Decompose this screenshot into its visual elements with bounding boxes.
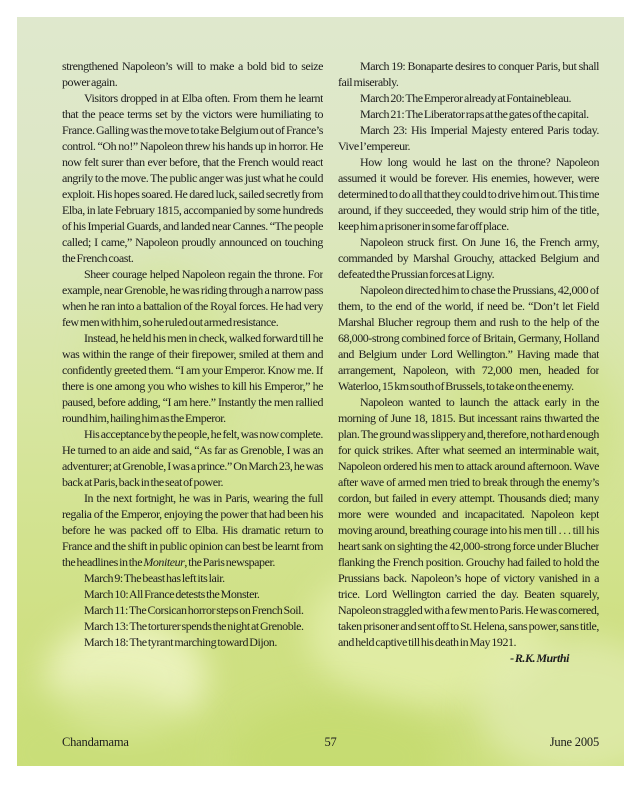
page-footer — [62, 735, 599, 750]
newspaper-name: Moniteur — [143, 555, 185, 569]
headline-entry: March 18: The tyrant marching toward Dijon. — [84, 635, 277, 649]
issue-date: June 2005 — [549, 735, 599, 749]
byline: - R.K. Murthi — [510, 651, 569, 665]
page-sheet — [17, 17, 624, 766]
headline-entry: March 11: The Corsican horror steps on French Soil. — [84, 603, 304, 617]
headline-entry: March 10: All France detests the Monster. — [84, 587, 260, 601]
page-number: 57 — [324, 735, 337, 749]
headline-entry: March 19: Bonaparte desires to conquer Paris, but shall fail miserably. — [338, 59, 599, 89]
paragraph: His acceptance by the people, he felt, was now complete. He turned to an aide and said, “As far as Grenoble, I was an adventurer; at Grenoble, I was a prince.” On March 23, he was back at Paris, back in the seat of power. — [62, 427, 323, 489]
right-column — [338, 58, 599, 734]
paragraph-text: , the Paris newspaper. — [184, 555, 275, 569]
paragraph: Napoleon wanted to launch the attack early in the morning of June 18, 1815. But incessant rains thwarted the plan. The ground was slippery and, therefore, not hard enough for quick strikes. After what seemed an interminable wait, Napoleon ordered his men to attack around afternoon. Wave after wave of armed men tried to break through the enemy’s cordon, but failed in every attempt. Thousands died; many more were wounded and incapacitated. Napoleon kept moving around, breathing courage into his men till . . . till his heart sank on sighting the 42,000-strong force under Blucher flanking the French position. Grouchy had failed to hold the Prussians back. Napoleon’s hope of victory vanished in a trice. Lord Wellington carried the day. Beaten squarely, Napoleon straggled with a few men to Paris. He was cornered, taken prisoner and sent off to St. Helena, sans power, sans title, and held captive till his death in May 1921. — [338, 395, 599, 649]
paragraph: Visitors dropped in at Elba often. From them he learnt that the peace terms set by the victors were humiliating to France. Galling was the move to take Belgium out of France’s control. “Oh no!” Napoleon threw his hands up in horror. He now felt surer than ever before, that the French would react angrily to the move. The public anger was just what he could exploit. His hopes soared. He dared luck, sailed secretly from Elba, in late February 1815, accompanied by some hundreds of his Imperial Guards, and landed near Cannes. “The people called; I came,” Napoleon proudly announced on touching the French coast. — [62, 91, 323, 265]
paragraph — [62, 490, 323, 570]
left-column — [62, 58, 323, 734]
paragraph: Napoleon struck first. On June 16, the French army, commanded by Marshal Grouchy, attacked Belgium and defeated the Prussian forces at Ligny. — [338, 235, 599, 281]
paragraph: Sheer courage helped Napoleon regain the throne. For example, near Grenoble, he was riding through a narrow pass when he ran into a battalion of the Royal forces. He had very few men with him, so he ruled out armed resistance. — [62, 267, 323, 329]
headline-entry: March 13: The torturer spends the night at Grenoble. — [84, 619, 304, 633]
paragraph: Napoleon directed him to chase the Prussians, 42,000 of them, to the end of the world, if need be. “Don’t let Field Marshal Blucher regroup them and rush to the help of the 68,000-strong combined force of Britain, Germany, Holland and Belgium under Lord Wellington.” Having made that arrangement, Napoleon, with 72,000 men, headed for Waterloo, 15 km south of Brussels, to take on the enemy. — [338, 283, 599, 393]
paragraph: Instead, he held his men in check, walked forward till he was within the range of their firepower, smiled at them and confidently greeted them. “I am your Emperor. Know me. If there is one among you who wishes to kill his Emperor,” he paused, before adding, “I am here.” Instantly the men rallied round him, hailing him as the Emperor. — [62, 331, 323, 425]
headline-entry: March 9: The beast has left its lair. — [84, 571, 225, 585]
article-body — [17, 17, 624, 734]
headline-entry: March 21: The Liberator raps at the gates of the capital. — [360, 107, 589, 121]
paragraph-text: In the next fortnight, he was in Paris, wearing the full regalia of the Emperor, enjoying the power that had been his before he was packed off to Elba. His dramatic return to France and the shift in public opinion can best be learnt from the headlines in the — [62, 491, 323, 569]
paragraph-continuation: strengthened Napoleon’s will to make a bold bid to seize power again. — [62, 59, 323, 89]
paragraph: How long would he last on the throne? Napoleon assumed it would be forever. His enemies, however, were determined to do all that they could to drive him out. This time around, if they succeeded, they would strip him of the title, keep him a prisoner in some far off place. — [338, 155, 599, 233]
magazine-title: Chandamama — [62, 735, 129, 749]
headline-entry: March 23: His Imperial Majesty entered Paris today. Vive l’empereur. — [338, 123, 599, 153]
headline-entry: March 20: The Emperor already at Fontainebleau. — [360, 91, 572, 105]
